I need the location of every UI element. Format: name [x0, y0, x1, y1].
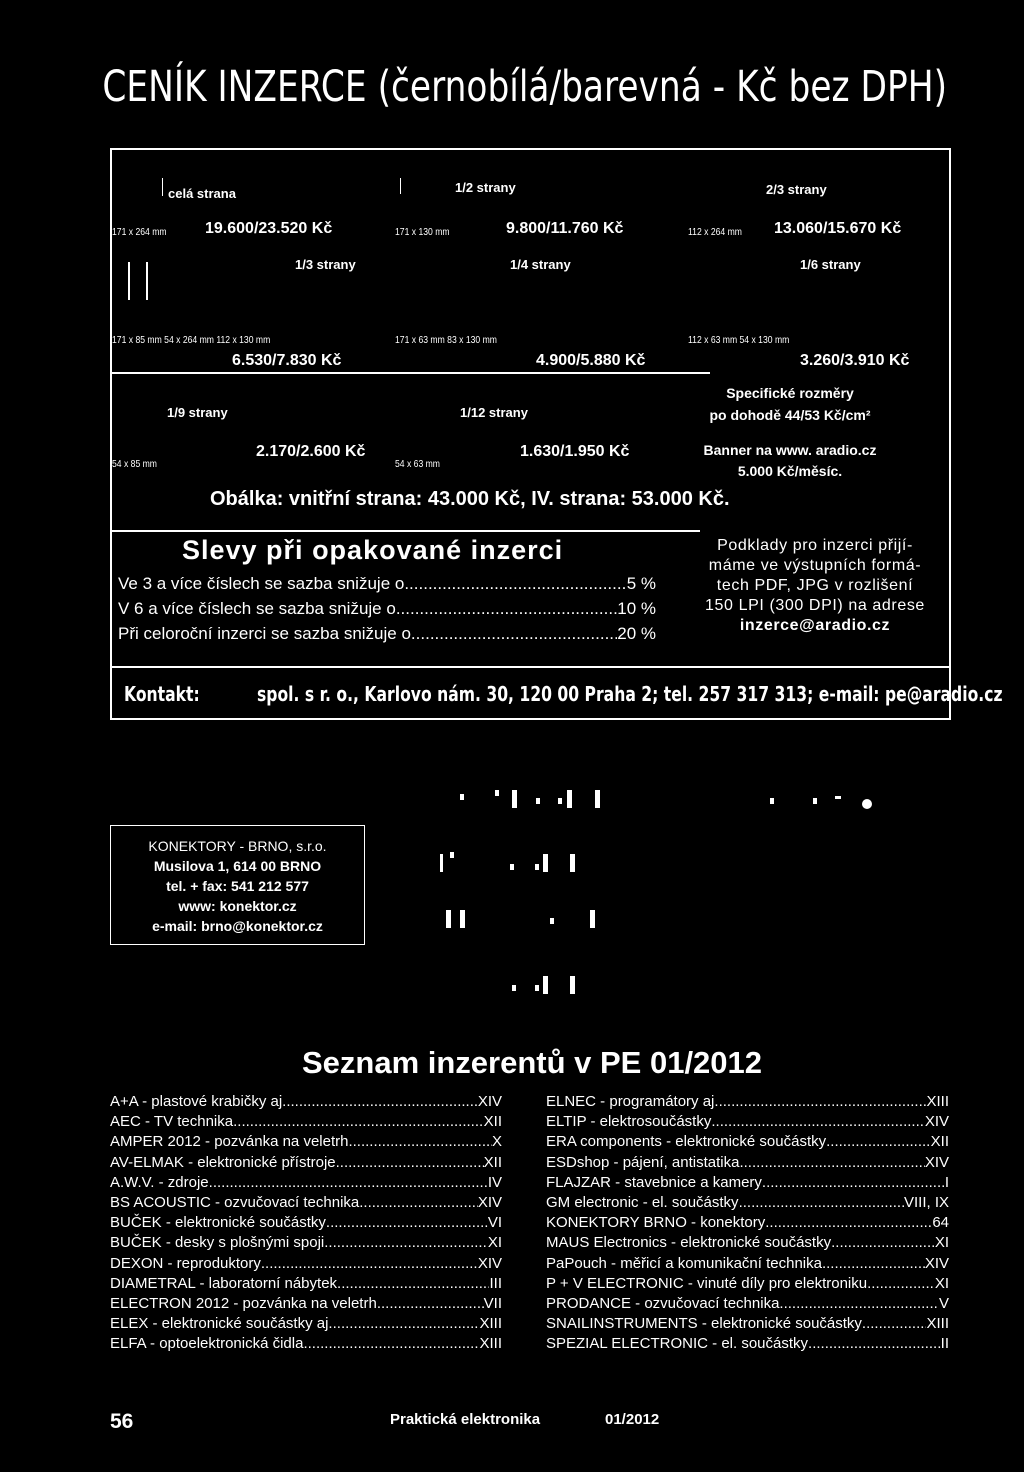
cell-label-third-page: 1/3 strany	[295, 257, 356, 272]
advertiser-name: AMPER 2012 - pozvánka na veletrh	[110, 1133, 349, 1151]
issue-number: 01/2012	[605, 1411, 660, 1428]
advertiser-name: AEC - TV technika	[110, 1113, 234, 1131]
cell-price: 13.060/15.670 Kč	[774, 220, 902, 237]
advertiser-name: SNAILINSTRUMENTS - elektronické součástky	[546, 1315, 862, 1333]
size-marker	[400, 178, 401, 194]
cell-price: 3.260/3.910 Kč	[800, 352, 910, 369]
advertiser-row	[546, 1294, 949, 1314]
advertiser-page: V	[938, 1295, 949, 1313]
advertiser-name: ESDshop - pájení, antistatika	[546, 1153, 740, 1171]
advertiser-page: XIII	[926, 1315, 949, 1333]
advertiser-page: XIV	[924, 1153, 949, 1171]
discounts-list	[118, 571, 656, 646]
cell-dims: 112 x 264 mm	[688, 226, 742, 238]
advertiser-page: VIII, IX	[903, 1194, 949, 1212]
size-marker	[146, 262, 148, 300]
cell-price: 6.530/7.830 Kč	[232, 352, 342, 369]
mark	[446, 910, 451, 928]
advertiser-row	[546, 1314, 949, 1334]
advertiser-row	[110, 1334, 502, 1354]
konektory-line: Musilova 1, 614 00 BRNO	[153, 858, 322, 874]
mark	[835, 796, 841, 799]
discount-text: V 6 a více číslech se sazba snižuje o	[118, 599, 396, 618]
advertiser-name: PaPouch - měřicí a komunikační technika	[546, 1254, 822, 1272]
cell-label-quarter-page: 1/4 strany	[510, 257, 571, 272]
cell-label-ninth-page: 1/9 strany	[167, 405, 228, 420]
konektory-line: tel. + fax: 541 212 577	[166, 878, 309, 894]
advertiser-name: ELTIP - elektrosoučástky	[546, 1113, 712, 1131]
discounts-heading: Slevy při opakované inzerci	[182, 535, 564, 565]
discount-value: 10 %	[617, 599, 656, 618]
mark	[570, 976, 575, 994]
discount-value: 5 %	[626, 574, 656, 593]
banner-note	[700, 440, 880, 482]
page-number: 56	[110, 1410, 134, 1433]
mark	[535, 864, 539, 870]
advertiser-name: GM electronic - el. součástky	[546, 1194, 739, 1212]
advertiser-page: I	[944, 1173, 949, 1191]
advertiser-row	[546, 1173, 949, 1193]
advertiser-name: ELEX - elektronické součástky aj.	[110, 1315, 333, 1333]
cell-price: 9.800/11.760 Kč	[506, 220, 624, 237]
materials-note	[690, 536, 940, 636]
cell-dims: 171 x 264 mm	[112, 226, 167, 238]
mark	[450, 852, 454, 858]
advertiser-page: XIV	[477, 1194, 502, 1212]
advertiser-row	[546, 1233, 949, 1253]
advertiser-page: XIII	[479, 1335, 502, 1353]
banner-line: 5.000 Kč/měsíc.	[737, 463, 843, 479]
advertiser-page: XIV	[477, 1254, 502, 1272]
advertiser-row	[110, 1112, 502, 1132]
materials-line: Podklady pro inzerci přijí-	[717, 537, 913, 554]
mark	[558, 798, 562, 804]
advertiser-row	[546, 1334, 949, 1354]
advertiser-row	[110, 1092, 502, 1112]
mark	[550, 918, 554, 924]
cell-dims: 54 x 85 mm	[112, 458, 157, 470]
magazine-name: Praktická elektronika	[390, 1411, 541, 1428]
advertiser-row	[110, 1132, 502, 1152]
contact-label: Kontakt:	[124, 682, 200, 706]
advertiser-row	[110, 1213, 502, 1233]
konektory-line: e-mail: brno@konektor.cz	[152, 918, 323, 934]
size-marker	[128, 262, 130, 300]
mark	[862, 799, 872, 809]
advertiser-row	[110, 1254, 502, 1274]
advertiser-page: XI	[934, 1274, 949, 1292]
advertiser-row	[546, 1254, 949, 1274]
mark	[543, 976, 548, 994]
advertiser-page: XII	[483, 1153, 502, 1171]
advertiser-row	[546, 1274, 949, 1294]
contact-text: spol. s r. o., Karlovo nám. 30, 120 00 Praha 2; tel. 257 317 313; e-mail: pe@aradio.cz	[257, 682, 1003, 706]
advertiser-row	[110, 1233, 502, 1253]
advertiser-name: AV-ELMAK - elektronické přístroje	[110, 1153, 336, 1171]
discount-text: Při celoroční inzerci se sazba snižuje o	[118, 624, 411, 643]
advertiser-row	[546, 1193, 949, 1213]
mark	[510, 864, 514, 870]
advertiser-name: ELNEC - programátory aj.	[546, 1093, 719, 1110]
cell-dims: 112 x 63 mm 54 x 130 mm	[688, 334, 790, 346]
discount-value: 20 %	[617, 624, 656, 643]
advertiser-row	[110, 1153, 502, 1173]
cell-price: 4.900/5.880 Kč	[536, 352, 646, 369]
cell-price: 1.630/1.950 Kč	[520, 443, 630, 460]
advertiser-row	[546, 1153, 949, 1173]
advertiser-row	[110, 1274, 502, 1294]
advertisers-left-list	[110, 1092, 502, 1355]
materials-line: 150 LPI (300 DPI) na adrese	[705, 597, 925, 614]
advertiser-page: IV	[487, 1173, 502, 1191]
advertiser-page: 64	[932, 1214, 949, 1232]
table-divider	[110, 666, 951, 668]
cell-dims: 171 x 130 mm	[395, 226, 450, 238]
table-divider	[110, 530, 700, 532]
advertiser-name: BUČEK - elektronické součástky	[110, 1214, 326, 1232]
discount-row	[118, 596, 656, 621]
cell-label-full-page: celá strana	[168, 186, 236, 201]
materials-line: máme ve výstupních formá-	[708, 557, 922, 574]
advertiser-page: VI	[487, 1214, 502, 1232]
cell-label-sixth-page: 1/6 strany	[800, 257, 861, 272]
advertiser-name: BUČEK - desky s plošnými spoji	[110, 1234, 325, 1252]
advertiser-page: XIV	[477, 1093, 502, 1110]
advertiser-name: MAUS Electronics - elektronické součástky	[546, 1234, 832, 1252]
advertiser-name: ELECTRON 2012 - pozvánka na veletrh	[110, 1295, 377, 1313]
advertiser-page: XIV	[924, 1113, 949, 1131]
materials-line: tech PDF, JPG v rozlišení	[716, 577, 914, 594]
advertiser-row	[110, 1314, 502, 1334]
mark	[495, 790, 499, 796]
advertiser-row	[110, 1173, 502, 1193]
mark	[770, 798, 774, 804]
advertiser-page: XIII	[479, 1315, 502, 1333]
cell-dims: 171 x 63 mm 83 x 130 mm	[395, 334, 497, 346]
cell-label-half-page: 1/2 strany	[455, 180, 516, 195]
mark	[460, 794, 464, 800]
advertisers-heading: Seznam inzerentů v PE 01/2012	[301, 1045, 763, 1080]
cell-price: 19.600/23.520 Kč	[205, 220, 333, 237]
advertiser-page: XII	[483, 1113, 502, 1131]
advertiser-row	[110, 1193, 502, 1213]
banner-line: Banner na www. aradio.cz	[703, 442, 877, 458]
mark	[567, 790, 572, 808]
mark	[570, 854, 575, 872]
mark	[543, 854, 548, 872]
discount-row	[118, 571, 656, 596]
page-title: CENÍK INZERCE (černobílá/barevná - Kč bez DPH)	[102, 62, 947, 112]
specific-line: Specifické rozměry	[726, 385, 854, 401]
advertiser-row	[546, 1092, 949, 1112]
advertiser-page: XII	[930, 1133, 949, 1151]
cell-dims: 54 x 63 mm	[395, 458, 440, 470]
cell-label-two-thirds: 2/3 strany	[766, 182, 827, 197]
advertiser-name: ERA components - elektronické součástky	[546, 1133, 827, 1151]
advertiser-page: XIII	[926, 1093, 949, 1110]
advertiser-name: FLAJZAR - stavebnice a kamery	[546, 1173, 762, 1191]
mark	[535, 985, 539, 991]
advertiser-page: XI	[487, 1234, 502, 1252]
advertiser-name: DIAMETRAL - laboratorní nábytek	[110, 1274, 338, 1292]
mark	[536, 798, 540, 804]
specific-line: po dohodě 44/53 Kč/cm²	[709, 407, 871, 423]
advertiser-row	[546, 1213, 949, 1233]
advertiser-name: DEXON - reproduktory	[110, 1254, 261, 1272]
specific-sizes-note	[700, 382, 880, 426]
mark	[512, 790, 517, 808]
advertiser-page: II	[940, 1335, 949, 1353]
mark	[590, 910, 595, 928]
advertiser-page: III	[489, 1274, 502, 1292]
materials-email: inzerce@aradio.cz	[739, 617, 891, 634]
size-marker	[162, 178, 163, 196]
advertiser-name: A+A - plastové krabičky aj.	[110, 1093, 287, 1110]
advertiser-name: P + V ELECTRONIC - vinuté díly pro elektroniku	[546, 1274, 868, 1292]
mark	[460, 910, 465, 928]
konektory-line: www: konektor.cz	[178, 898, 297, 914]
cell-label-twelfth-page: 1/12 strany	[460, 405, 528, 420]
advertiser-name: KONEKTORY BRNO - konektory	[546, 1214, 766, 1232]
mark	[440, 854, 443, 872]
advertisers-right-list	[546, 1092, 949, 1355]
table-divider	[110, 372, 710, 374]
advertiser-name: PRODANCE - ozvučovací technika	[546, 1295, 780, 1313]
cover-prices: Obálka: vnitřní strana: 43.000 Kč, IV. strana: 53.000 Kč.	[210, 488, 730, 510]
advertiser-name: BS ACOUSTIC - ozvučovací technika	[110, 1194, 360, 1212]
cell-dims: 171 x 85 mm 54 x 264 mm 112 x 130 mm	[112, 334, 271, 346]
advertiser-page: VII	[483, 1295, 502, 1313]
discount-row	[118, 621, 656, 646]
advertiser-row	[546, 1132, 949, 1152]
discount-text: Ve 3 a více číslech se sazba snižuje o	[118, 574, 405, 593]
decorative-marks	[440, 780, 900, 1010]
advertiser-page: XI	[934, 1234, 949, 1252]
cell-price: 2.170/2.600 Kč	[256, 443, 366, 460]
advertiser-row	[546, 1112, 949, 1132]
mark	[595, 790, 600, 808]
advertiser-page: XIV	[924, 1254, 949, 1272]
mark	[512, 985, 516, 991]
advertiser-page: X	[491, 1133, 502, 1151]
advertiser-row	[110, 1294, 502, 1314]
advertiser-name: A.W.V. - zdroje	[110, 1173, 209, 1191]
konektory-ad-text	[112, 836, 363, 936]
konektory-line: KONEKTORY - BRNO, s.r.o.	[148, 838, 327, 854]
mark	[813, 798, 817, 804]
advertiser-name: SPEZIAL ELECTRONIC - el. součástky	[546, 1335, 809, 1353]
advertiser-name: ELFA - optoelektronická čidla	[110, 1335, 304, 1353]
